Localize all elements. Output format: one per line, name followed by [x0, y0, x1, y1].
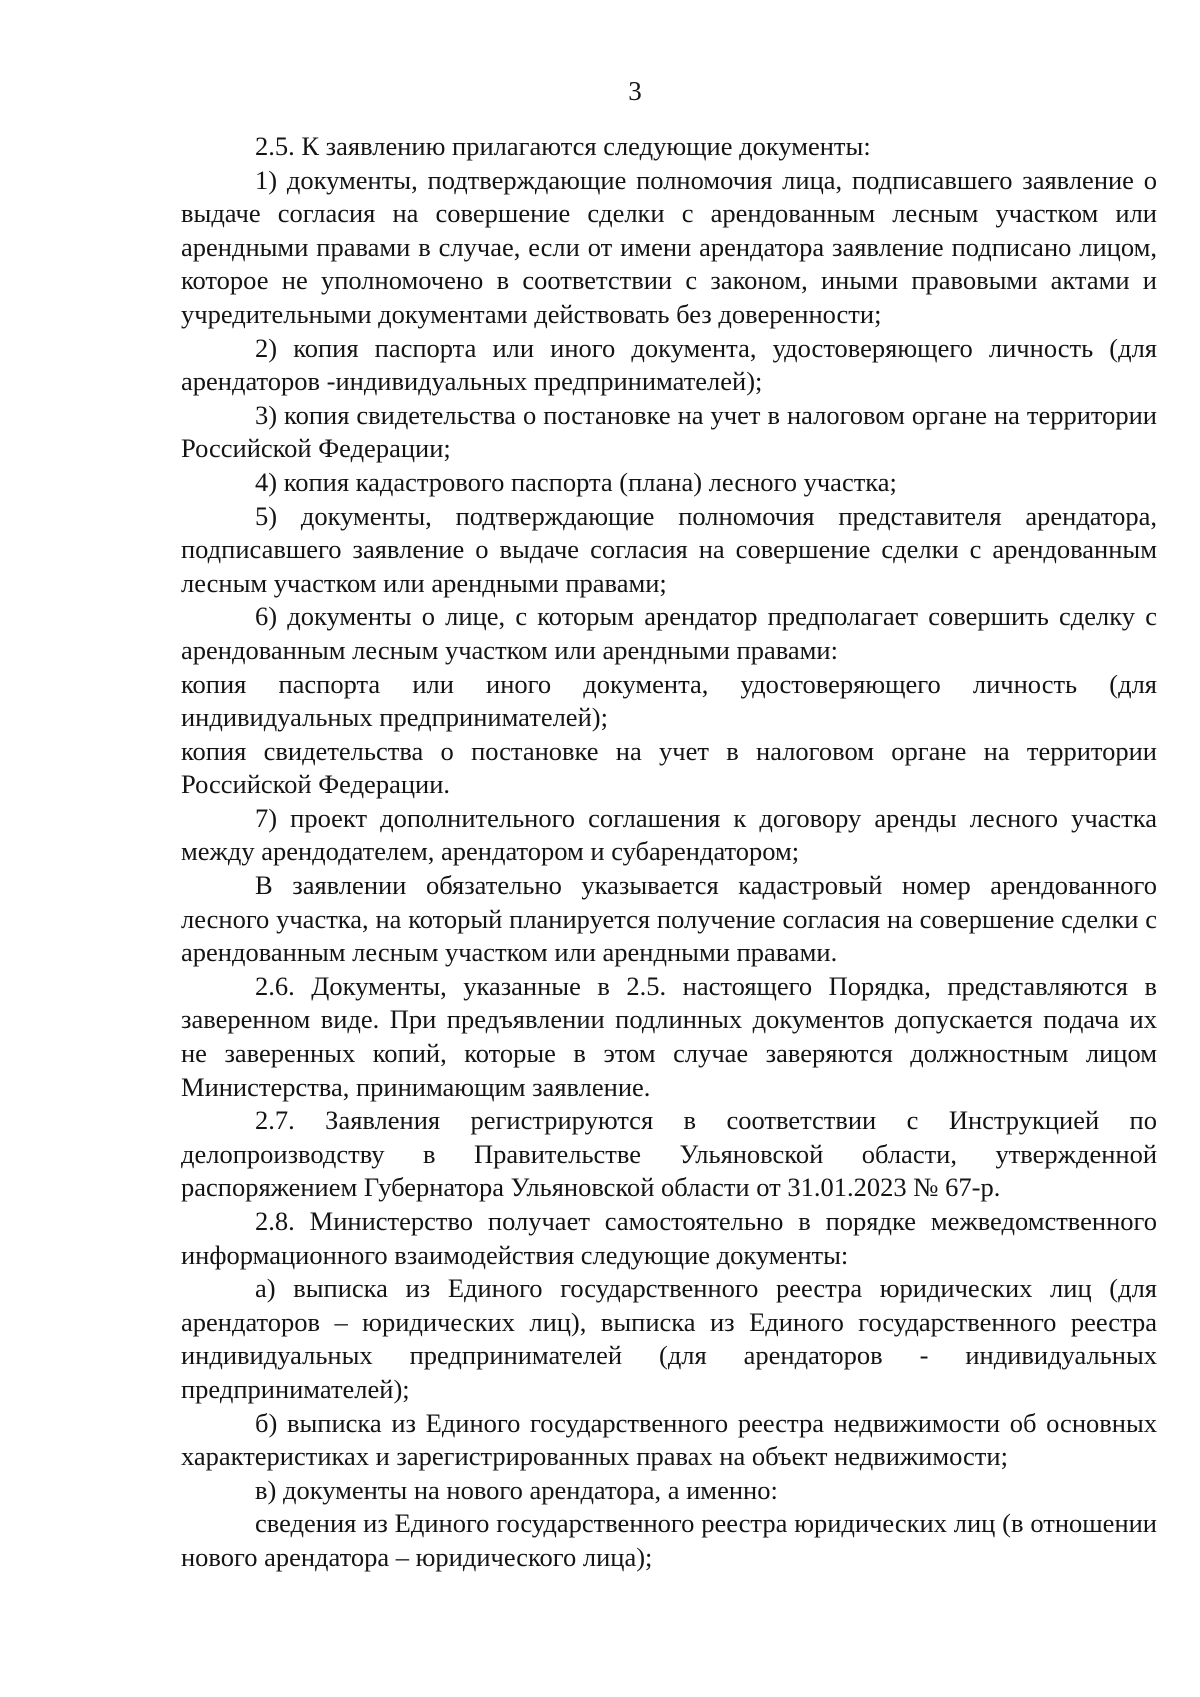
- paragraph: 6) документы о лице, с которым арендатор предполагает совершить сделку с арендованным лесным участком или арендными правами:: [181, 601, 1157, 665]
- paragraph: в) документы на нового арендатора, а именно:: [255, 1474, 778, 1505]
- paragraph: 1) документы, подтверждающие полномочия лица, подписавшего заявление о выдаче согласия на совершение сделки с арендованным лесным участком или арендными правами в случае, если от имени арендатора заявление подписано лицом, которое не уполномочено в соответствии с законом, иными правовыми актами и учредительными документами действовать без доверенности;: [181, 164, 1157, 329]
- paragraph: 5) документы, подтверждающие полномочия представителя арендатора, подписавшего заявление о выдаче согласия на совершение сделки с арендованным лесным участком или арендными правами;: [181, 500, 1157, 598]
- paragraph: копия паспорта или иного документа, удостоверяющего личность (для индивидуальных предпринимателей);: [181, 668, 1157, 733]
- paragraph: 7) проект дополнительного соглашения к договору аренды лесного участка между арендодателем, арендатором и субарендатором;: [181, 802, 1157, 867]
- paragraph: 2.8. Министерство получает самостоятельно в порядке межведомственного информационного взаимодействия следующие документы:: [181, 1206, 1157, 1270]
- paragraph: б) выписка из Единого государственного реестра недвижимости об основных характеристиках и зарегистрированных правах на объект недвижимости;: [181, 1407, 1157, 1472]
- paragraph: копия свидетельства о постановке на учет в налоговом органе на территории Российской Федерации.: [181, 735, 1157, 800]
- paragraph: сведения из Единого государственного реестра юридических лиц (в отношении нового арендатора – юридического лица);: [181, 1508, 1157, 1572]
- paragraph: а) выписка из Единого государственного реестра юридических лиц (для арендаторов – юридических лиц), выписка из Единого государственного реестра индивидуальных предпринимателей (для арендаторов - индивидуальных предпринимателей);: [181, 1273, 1157, 1404]
- paragraph: 2.6. Документы, указанные в 2.5. настоящего Порядка, представляются в заверенном виде. При предъявлении подлинных документов допускается подача их не заверенных копий, которые в этом случае заверяются должностным лицом Министерства, принимающим заявление.: [181, 970, 1157, 1102]
- page-number: 3: [628, 76, 642, 106]
- paragraph: 2.5. К заявлению прилагаются следующие документы:: [255, 131, 871, 161]
- paragraph: 3) копия свидетельства о постановке на учет в налоговом органе на территории Российской Федерации;: [181, 399, 1157, 464]
- paragraph: 4) копия кадастрового паспорта (плана) лесного участка;: [255, 466, 897, 497]
- document-body: [181, 130, 1157, 1575]
- paragraph: В заявлении обязательно указывается кадастровый номер арендованного лесного участка, на который планируется получение согласия на совершение сделки с арендованным лесным участком или арендными правами.: [181, 870, 1157, 968]
- paragraph: 2.7. Заявления регистрируются в соответствии с Инструкцией по делопроизводству в Правительстве Ульяновской области, утвержденной распоряжением Губернатора Ульяновской области от 31.01.2023 № 67-р.: [181, 1105, 1157, 1203]
- paragraph: 2) копия паспорта или иного документа, удостоверяющего личность (для арендаторов -индивидуальных предпринимателей);: [181, 332, 1157, 397]
